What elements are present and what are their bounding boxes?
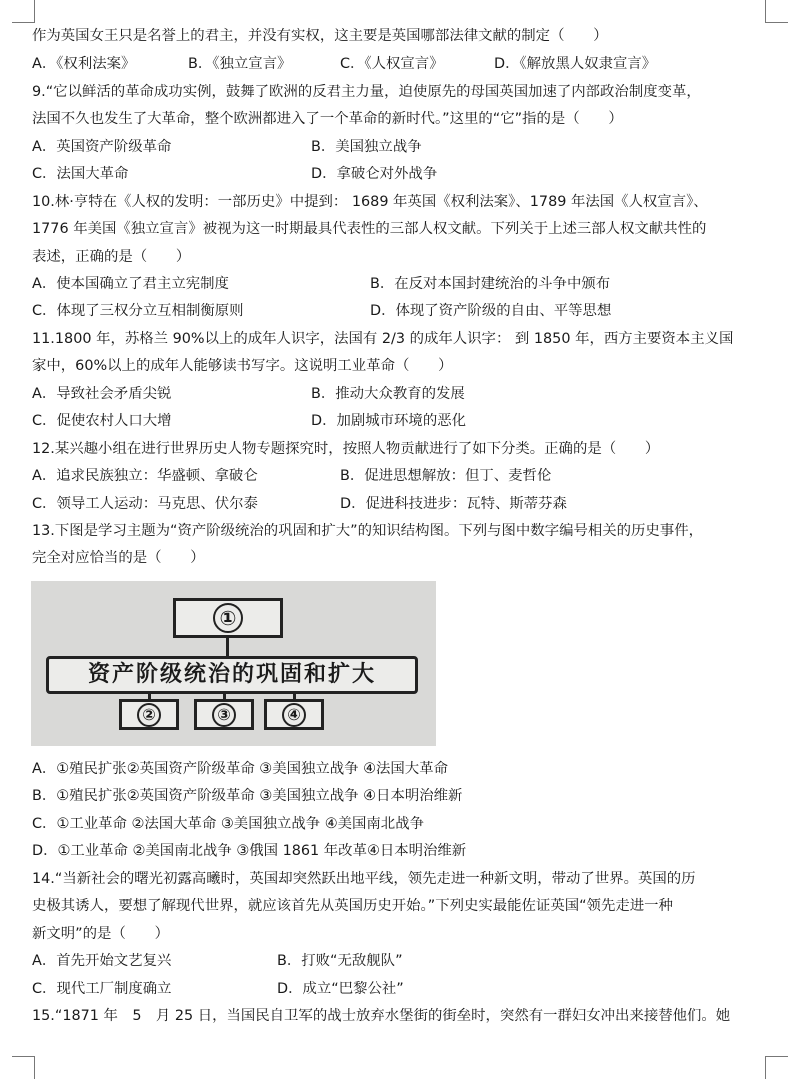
figure-label-2: ② (137, 703, 161, 727)
q8-option-d: D．《解放黑人奴隶宣言》 (494, 56, 657, 72)
q8-option-a: A．《权利法案》 (32, 56, 136, 72)
q13-option-d: D．①工业革命 ②美国南北战争 ③俄国 1861 年改革④日本明治维新 (32, 843, 467, 859)
figure-label-4: ④ (282, 703, 306, 727)
page-corner-mark (765, 0, 788, 23)
q8-stem: 作为英国女王只是名誉上的君主，并没有实权，这主要是英国哪部法律文献的制定（ ） (32, 28, 608, 44)
q10-stem-line: 1776 年美国《独立宣言》被视为这一时期最具代表性的三部人权文献。下列关于上述三部人权文献共性的 (32, 221, 707, 237)
figure-bottom-box (194, 699, 254, 730)
q14-option-d: D．成立“巴黎公社” (277, 981, 404, 997)
figure-bottom-box (264, 699, 324, 730)
q12-option-a: A．追求民族独立：华盛顿、拿破仑 (32, 468, 258, 484)
q12-option-b: B．促进思想解放：但丁、麦哲伦 (340, 468, 552, 484)
q14-option-b: B．打败“无敌舰队” (277, 953, 403, 969)
q13-stem-line: 13.下图是学习主题为“资产阶级统治的巩固和扩大”的知识结构图。下列与图中数字编号相关的历史事件， (32, 523, 703, 539)
q12-option-d: D．促进科技进步：瓦特、斯蒂芬森 (340, 496, 567, 512)
q13-stem-line: 完全对应恰当的是（ ） (32, 550, 205, 566)
q14-option-a: A．首先开始文艺复兴 (32, 953, 172, 969)
q10-stem-line: 表述，正确的是（ ） (32, 249, 191, 265)
q13-option-a: A．①殖民扩张②英国资产阶级革命 ③美国独立战争 ④法国大革命 (32, 761, 448, 777)
q9-stem-line: 法国不久也发生了大革命，整个欧洲都进入了一个革命的新时代。”这里的“它”指的是（ ） (32, 111, 623, 127)
q14-stem-line: 新文明”的是（ ） (32, 926, 169, 942)
q14-stem-line: 史极其诱人，要想了解现代世界，就应该首先从英国历史开始。”下列史实最能佐证英国“领先走进一种 (32, 898, 673, 914)
page-corner-mark (12, 1056, 35, 1079)
q10-option-d: D．体现了资产阶级的自由、平等思想 (370, 303, 612, 319)
q10-stem-line: 10.林·亨特在《人权的发明：一部历史》中提到： 1689 年英国《权利法案》、1789 年法国《人权宣言》、 (32, 194, 708, 210)
page-corner-mark (12, 0, 35, 23)
q14-option-c: C．现代工厂制度确立 (32, 981, 172, 997)
figure-main-banner: 资产阶级统治的巩固和扩大 (46, 656, 418, 694)
q15-stem-line: 15.“1871 年 5 月 25 日，当国民自卫军的战士放弃水堡街的街垒时，突然有一群妇女冲出来接替他们。她 (32, 1008, 731, 1024)
q11-stem-line: 11.1800 年，苏格兰 90%以上的成年人识字，法国有 2/3 的成年人识字： 到 1850 年，西方主要资本主义国 (32, 331, 734, 347)
q9-option-b: B．美国独立战争 (311, 139, 422, 155)
q9-option-d: D．拿破仑对外战争 (311, 166, 438, 182)
figure-label-3: ③ (212, 703, 236, 727)
figure-top-box (173, 598, 283, 638)
q9-option-c: C．法国大革命 (32, 166, 129, 182)
q8-option-b: B．《独立宣言》 (188, 56, 292, 72)
q10-option-c: C．体现了三权分立互相制衡原则 (32, 303, 244, 319)
q11-option-c: C．促使农村人口大增 (32, 413, 172, 429)
q10-option-b: B．在反对本国封建统治的斗争中颁布 (370, 276, 611, 292)
q9-stem-line: 9.“它以鲜活的革命成功实例，鼓舞了欧洲的反君主力量，迫使原先的母国英国加速了内部政治制度变革， (32, 84, 701, 100)
q11-option-a: A．导致社会矛盾尖锐 (32, 386, 172, 402)
q12-option-c: C．领导工人运动：马克思、伏尔泰 (32, 496, 258, 512)
figure-label-1: ① (213, 603, 243, 633)
q13-option-c: C．①工业革命 ②法国大革命 ③美国独立战争 ④美国南北战争 (32, 816, 424, 832)
q10-option-a: A．使本国确立了君主立宪制度 (32, 276, 229, 292)
q11-option-b: B．推动大众教育的发展 (311, 386, 465, 402)
q12-stem-line: 12.某兴趣小组在进行世界历史人物专题探究时，按照人物贡献进行了如下分类。正确的是（ ） (32, 441, 660, 457)
q8-option-c: C．《人权宣言》 (340, 56, 444, 72)
figure-bottom-box (119, 699, 179, 730)
q14-stem-line: 14.“当新社会的曙光初露高曦时，英国却突然跃出地平线，领先走进一种新文明，带动了世界。英国的历 (32, 871, 696, 887)
q13-option-b: B．①殖民扩张②英国资产阶级革命 ③美国独立战争 ④日本明治维新 (32, 788, 463, 804)
connector-line (226, 638, 229, 656)
knowledge-structure-figure (31, 581, 436, 746)
q11-stem-line: 家中，60%以上的成年人能够读书写字。这说明工业革命（ ） (32, 358, 453, 374)
q9-option-a: A．英国资产阶级革命 (32, 139, 172, 155)
q11-option-d: D．加剧城市环境的恶化 (311, 413, 466, 429)
page-corner-mark (765, 1056, 788, 1079)
